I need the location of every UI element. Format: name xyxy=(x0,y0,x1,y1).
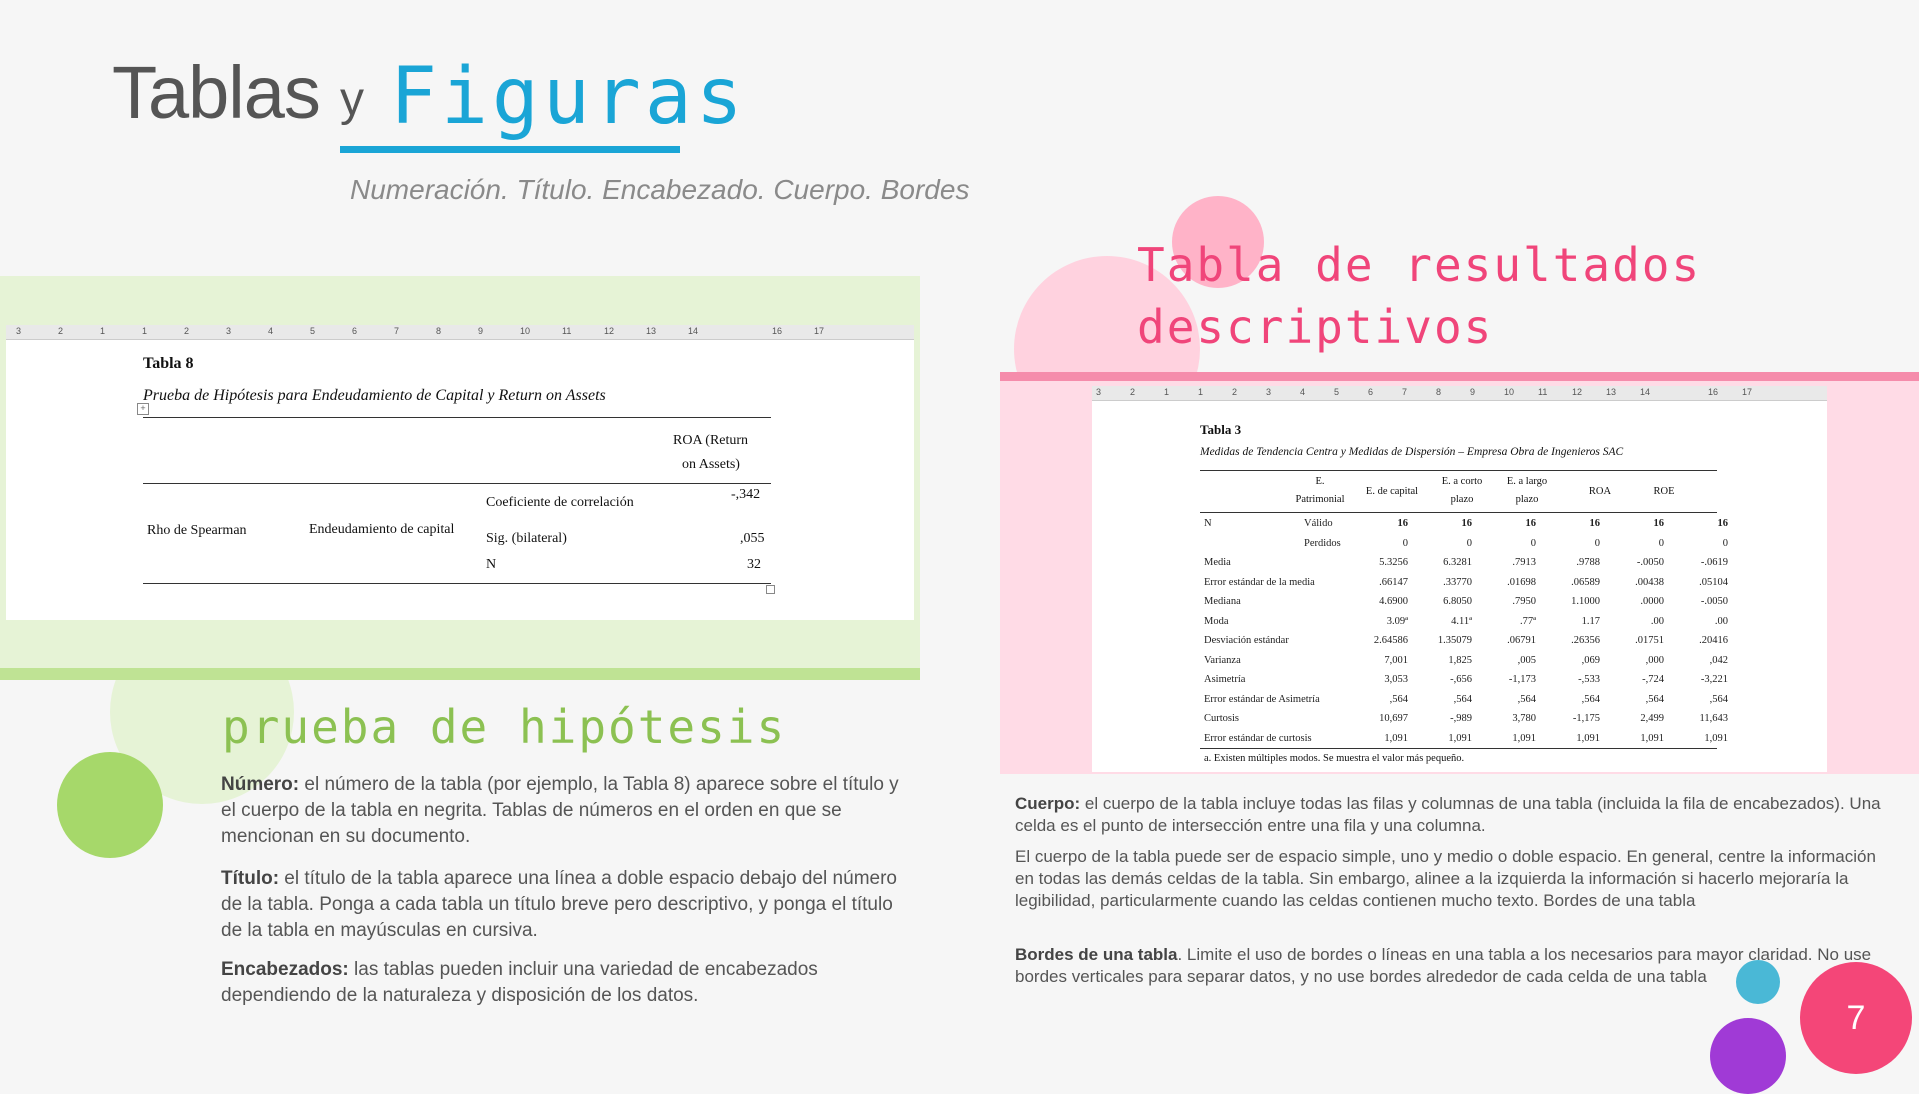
table8-row-value: 32 xyxy=(747,557,761,572)
table3-cell: ,564 xyxy=(1645,693,1664,705)
ruler xyxy=(1092,386,1827,401)
green-strip xyxy=(0,668,920,680)
ruler-number: 2 xyxy=(1130,387,1136,397)
table3-cell: -,989 xyxy=(1450,713,1472,725)
table3-row-label: Media xyxy=(1204,557,1231,569)
ruler xyxy=(6,325,914,340)
ruler-number: 1 xyxy=(1164,387,1170,397)
table3-cell: .7913 xyxy=(1512,557,1536,569)
table3-cell: .7950 xyxy=(1512,596,1536,608)
table3-cell: 1.1000 xyxy=(1571,596,1600,608)
table3-column-header: E. de capital xyxy=(1365,486,1419,497)
table3-cell: 3,780 xyxy=(1512,713,1536,725)
table3-cell: 1,091 xyxy=(1640,732,1664,744)
ruler-number: 8 xyxy=(436,326,442,336)
table3-row-label: Curtosis xyxy=(1204,713,1240,725)
paragraph-cuerpo xyxy=(1015,793,1885,837)
ruler-number: 13 xyxy=(1606,387,1617,397)
table3-cell: 0 xyxy=(1594,537,1600,549)
table3-rule-bottom xyxy=(1200,748,1717,749)
ruler-number: 1 xyxy=(1198,387,1204,397)
table3-cell: 11,643 xyxy=(1699,713,1728,725)
table3-cell: -,656 xyxy=(1450,674,1472,686)
ruler-number: 9 xyxy=(1470,387,1476,397)
table3-cell: -1,175 xyxy=(1572,713,1600,725)
ruler-number: 10 xyxy=(1504,387,1515,397)
table-row xyxy=(1200,709,1732,729)
ruler-number: 12 xyxy=(1572,387,1583,397)
table8-screenshot xyxy=(6,325,914,620)
table3-cell: 1.17 xyxy=(1581,615,1600,627)
table3-cell: 3.09ª xyxy=(1386,615,1408,627)
ruler-number: 16 xyxy=(772,326,783,336)
table8-row-value: -,342 xyxy=(731,487,761,502)
table3-cell: 1,091 xyxy=(1448,732,1472,744)
table8-row-group: Rho de Spearman xyxy=(147,523,247,538)
table3-row-label: Error estándar de la media xyxy=(1204,576,1315,588)
table3-cell: .0000 xyxy=(1640,596,1664,608)
pink-strip xyxy=(1000,372,1919,381)
paragraph-text: . Limite el uso de bordes o líneas en una tabla a los necesarios para mayor claridad. No use bordes verticales para separar datos, y no use bordes alrededor de cada celda de una tabla xyxy=(1015,945,1872,986)
table3-rule-header xyxy=(1200,512,1717,513)
ruler-number: 2 xyxy=(184,326,190,336)
table3-cell: 4.6900 xyxy=(1379,596,1408,608)
table3-cell: 0 xyxy=(1658,537,1664,549)
table-row xyxy=(1200,534,1732,554)
table8-variable: Endeudamiento de capital xyxy=(309,522,455,537)
table3-row-sublabel: Válido xyxy=(1304,518,1333,530)
table3-cell: -.0050 xyxy=(1636,557,1664,569)
table3-cell: .33770 xyxy=(1443,576,1472,588)
table3-cell: -3,221 xyxy=(1700,674,1728,686)
table-resize-handle[interactable] xyxy=(766,585,775,594)
paragraph-label: Título: xyxy=(221,868,280,889)
paragraph-encabezados xyxy=(221,957,911,1009)
table3-column-header: E. xyxy=(1315,476,1325,487)
table3-cell: ,005 xyxy=(1517,654,1536,666)
table-row xyxy=(1200,612,1732,632)
table3-column-header: ROA xyxy=(1588,486,1612,497)
table3-grid xyxy=(1200,514,1732,748)
table3-cell: 0 xyxy=(1402,537,1408,549)
paragraph-label: Encabezados: xyxy=(221,959,349,980)
pink-heading-line2: descriptivos xyxy=(1137,300,1494,354)
table3-cell: 3,053 xyxy=(1384,674,1408,686)
table3-cell: ,069 xyxy=(1581,654,1600,666)
page-subtitle: Numeración. Título. Encabezado. Cuerpo. Bordes xyxy=(350,174,970,205)
table3-cell: 1,825 xyxy=(1448,654,1472,666)
table3-cell: ,564 xyxy=(1389,693,1408,705)
paragraph-label: Bordes de una tabla xyxy=(1015,945,1178,964)
table3-cell: 6.3281 xyxy=(1443,557,1472,569)
ruler-number: 6 xyxy=(352,326,358,336)
table3-cell: 1,091 xyxy=(1384,732,1408,744)
table3-row-label: Moda xyxy=(1204,615,1229,627)
table3-body xyxy=(1200,514,1732,748)
paragraph-text: El cuerpo de la tabla puede ser de espacio simple, uno y medio o doble espacio. En general, centre la información en todas las demás celdas de la tabla. Sin embargo, alinee a la izquierda la información si hacerlo mejoraría la legibilidad, particularmente cuando las celdas contienen mucho texto. Bordes de una tabla xyxy=(1015,847,1876,910)
table3-cell: -1,173 xyxy=(1508,674,1536,686)
page-number-badge: 7 xyxy=(1800,962,1912,1074)
table-row xyxy=(1200,573,1732,593)
table3-cell: 16 xyxy=(1397,518,1408,530)
table3-screenshot xyxy=(1092,386,1827,772)
table3-cell: -,533 xyxy=(1578,674,1600,686)
ruler-number: 14 xyxy=(1640,387,1651,397)
table3-column-header: ROE xyxy=(1653,486,1675,497)
table-row xyxy=(1200,651,1732,671)
table3-cell: 5.3256 xyxy=(1379,557,1408,569)
ruler-number: 2 xyxy=(1232,387,1238,397)
ruler-number: 5 xyxy=(1334,387,1340,397)
table8-rule-top xyxy=(143,417,771,418)
table3-column-header: plazo xyxy=(1450,494,1474,505)
paragraph-titulo xyxy=(221,866,911,944)
table3-cell: 16 xyxy=(1461,518,1472,530)
paragraph-text: el título de la tabla aparece una línea a doble espacio debajo del número de la tabla. Ponga a cada tabla un título breve pero descriptivo, y ponga el título de la tabla en mayúsculas en cursiva. xyxy=(221,868,897,941)
table3-row-label xyxy=(1200,534,1300,554)
ruler-number: 7 xyxy=(394,326,400,336)
ruler-number: 7 xyxy=(1402,387,1408,397)
table3-cell: 1,091 xyxy=(1512,732,1536,744)
table-row xyxy=(1200,631,1732,651)
table3-row-label: Error estándar de curtosis xyxy=(1204,732,1312,744)
table3-cell: 0 xyxy=(1530,537,1536,549)
ruler-number: 1 xyxy=(142,326,148,336)
ruler-number: 2 xyxy=(58,326,64,336)
page-title-connector: y xyxy=(340,73,364,126)
table3-cell: ,564 xyxy=(1517,693,1536,705)
table-row xyxy=(1200,592,1732,612)
table8-row-label: Coeficiente de correlación xyxy=(486,495,634,510)
pink-heading-line1: Tabla de resultados xyxy=(1137,238,1702,292)
table3-cell: 16 xyxy=(1525,518,1536,530)
table3-cell: ,042 xyxy=(1709,654,1728,666)
ruler-number: 12 xyxy=(604,326,615,336)
ruler-number: 11 xyxy=(562,326,572,336)
table3-cell: .06589 xyxy=(1571,576,1600,588)
table3-row-label: Mediana xyxy=(1204,596,1241,608)
table3-cell: 6.8050 xyxy=(1443,596,1472,608)
table-row xyxy=(1200,514,1732,534)
ruler-number: 3 xyxy=(226,326,232,336)
ruler-number: 3 xyxy=(16,326,22,336)
paragraph-label: Cuerpo: xyxy=(1015,794,1081,813)
table3-cell: .66147 xyxy=(1379,576,1408,588)
ruler-number: 16 xyxy=(1708,387,1719,397)
table3-cell: 2.64586 xyxy=(1373,635,1408,647)
table3-cell: ,564 xyxy=(1453,693,1472,705)
ruler-number: 11 xyxy=(1538,387,1548,397)
table8-row-label: N xyxy=(486,557,497,572)
ruler-number: 13 xyxy=(646,326,657,336)
table3-header xyxy=(1200,474,1717,510)
table3-cell: 16 xyxy=(1653,518,1664,530)
table3-rule-top xyxy=(1200,470,1717,471)
table3-column-header: Patrimonial xyxy=(1295,494,1345,505)
table3-number: Tabla 3 xyxy=(1200,422,1242,437)
ruler-number: 4 xyxy=(268,326,274,336)
ruler-number: 3 xyxy=(1266,387,1272,397)
ruler-number: 9 xyxy=(478,326,484,336)
table3-cell: .00 xyxy=(1650,615,1664,627)
table8-row-label: Sig. (bilateral) xyxy=(486,531,567,546)
table8-rule-bottom xyxy=(143,583,771,584)
table3-cell: 0 xyxy=(1722,537,1728,549)
table3-title: Medidas de Tendencia Centra y Medidas de Dispersión – Empresa Obra de Ingenieros SAC xyxy=(1200,446,1624,458)
table3-cell: .77ª xyxy=(1519,615,1536,627)
ruler-number: 6 xyxy=(1368,387,1374,397)
ruler-number: 17 xyxy=(1742,387,1753,397)
table3-cell: -,724 xyxy=(1642,674,1664,686)
table3-column-header: E. a largo xyxy=(1506,476,1548,487)
table-row xyxy=(1200,553,1732,573)
ruler-number: 1 xyxy=(100,326,106,336)
ruler-number: 10 xyxy=(520,326,531,336)
ruler-number: 3 xyxy=(1096,387,1102,397)
table3-cell: .20416 xyxy=(1699,635,1728,647)
table3-row-label: Varianza xyxy=(1204,654,1241,666)
table3-row-label: Desviación estándar xyxy=(1204,635,1289,647)
ruler-number: 4 xyxy=(1300,387,1306,397)
table3-cell: ,564 xyxy=(1581,693,1600,705)
table3-cell: 1,091 xyxy=(1704,732,1728,744)
table3-cell: .00 xyxy=(1714,615,1728,627)
table3-cell: .01698 xyxy=(1507,576,1536,588)
table3-cell: .9788 xyxy=(1576,557,1600,569)
ruler-number: 17 xyxy=(814,326,825,336)
table8-number: Tabla 8 xyxy=(143,355,194,372)
table-row xyxy=(1200,690,1732,710)
ruler-number: 5 xyxy=(310,326,316,336)
table3-column-header: E. a corto xyxy=(1441,476,1483,487)
table8-rule-mid xyxy=(143,483,771,484)
decor-circle-purple xyxy=(1710,1018,1786,1094)
table8-title: Prueba de Hipótesis para Endeudamiento de Capital y Return on Assets xyxy=(143,387,606,404)
table3-row-label: N xyxy=(1204,518,1212,530)
ruler-number: 14 xyxy=(688,326,699,336)
table3-cell: 1.35079 xyxy=(1437,635,1472,647)
table3-cell: .26356 xyxy=(1571,635,1600,647)
table3-cell: 2,499 xyxy=(1640,713,1664,725)
green-heading-line2: prueba de hipótesis xyxy=(222,700,787,754)
table3-cell: -.0050 xyxy=(1700,596,1728,608)
table3-cell: -.0619 xyxy=(1700,557,1728,569)
table-row xyxy=(1200,729,1732,749)
table-row xyxy=(1200,670,1732,690)
table3-cell: .06791 xyxy=(1507,635,1536,647)
paragraph-bordes xyxy=(1015,944,1885,988)
table3-cell: 10,697 xyxy=(1379,713,1408,725)
table3-row-label: Asimetría xyxy=(1204,674,1246,686)
table3-cell: ,000 xyxy=(1645,654,1664,666)
page-title: Tablas xyxy=(112,51,320,134)
table3-row-label: Error estándar de Asimetría xyxy=(1204,693,1320,705)
paragraph-numero xyxy=(221,772,911,850)
table3-cell: .01751 xyxy=(1635,635,1664,647)
table3-cell: 0 xyxy=(1466,537,1472,549)
table3-cell: 16 xyxy=(1717,518,1728,530)
decor-circle-green xyxy=(57,752,163,858)
paragraph-text: el número de la tabla (por ejemplo, la Tabla 8) aparece sobre el título y el cuerpo de la tabla en negrita. Tablas de números en el orden en que se mencionan en su documento. xyxy=(221,774,899,847)
table3-footnote: a. Existen múltiples modos. Se muestra el valor más pequeño. xyxy=(1204,753,1465,764)
table3-cell: ,564 xyxy=(1709,693,1728,705)
paragraph-espacio xyxy=(1015,846,1885,912)
paragraph-text: el cuerpo de la tabla incluye todas las filas y columnas de una tabla (incluida la fila de encabezados). Una celda es el punto de intersección entre una fila y una columna. xyxy=(1015,794,1881,835)
table8-header-line2: on Assets) xyxy=(682,457,740,472)
paragraph-text: las tablas pueden incluir una variedad de encabezados dependiendo de la naturaleza y disposición de los datos. xyxy=(221,959,818,1006)
table3-cell: .00438 xyxy=(1635,576,1664,588)
title-underline xyxy=(340,146,680,153)
table3-cell: 16 xyxy=(1589,518,1600,530)
table3-column-header: plazo xyxy=(1515,494,1539,505)
ruler-number: 8 xyxy=(1436,387,1442,397)
table3-cell: 7,001 xyxy=(1384,654,1408,666)
table-move-handle[interactable]: + xyxy=(137,403,149,415)
table8-row-value: ,055 xyxy=(740,531,765,546)
paragraph-label: Número: xyxy=(221,774,300,795)
table3-cell: 4.11ª xyxy=(1451,615,1472,627)
table3-cell: .05104 xyxy=(1699,576,1728,588)
page-title-accent: Figuras xyxy=(390,52,747,142)
table3-row-sublabel: Perdidos xyxy=(1304,537,1341,549)
table8-header-line1: ROA (Return xyxy=(673,433,749,448)
table3-cell: 1,091 xyxy=(1576,732,1600,744)
